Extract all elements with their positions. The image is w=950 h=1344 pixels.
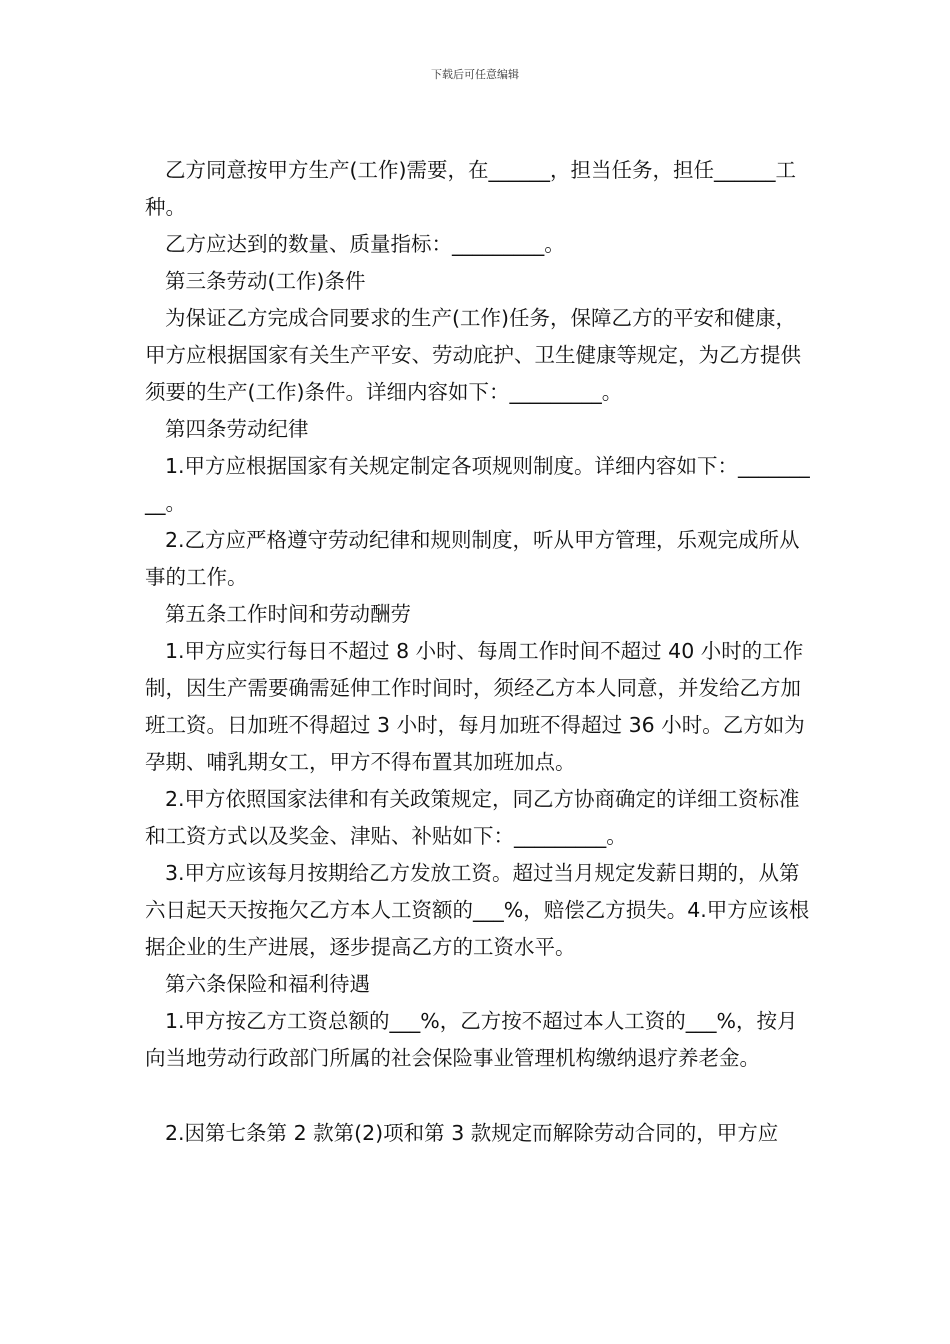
section-heading-article-6: 第六条保险和福利待遇 (165, 972, 370, 996)
paragraph-wage-standard: 2.甲方依照国家法律和有关政策规定，同乙方协商确定的详细工资标准和工资方式以及奖金、津贴、补贴如下：_________。 (145, 787, 800, 848)
blank-line (145, 1077, 810, 1115)
document-body (145, 152, 810, 1152)
paragraph-insurance-2: 2.因第七条第 2 款第(2)项和第 3 款规定而解除劳动合同的，甲方应 (165, 1121, 779, 1145)
paragraph-work-conditions: 为保证乙方完成合同要求的生产(工作)任务，保障乙方的平安和健康，甲方应根据国家有关生产平安、劳动庇护、卫生健康等规定，为乙方提供须要的生产(工作)条件。详细内容如下：_________。 (145, 306, 801, 404)
paragraph-insurance-1: 1.甲方按乙方工资总额的___%，乙方按不超过本人工资的___%，按月向当地劳动行政部门所属的社会保险事业管理机构缴纳退疗养老金。 (145, 1009, 798, 1070)
paragraph-quality-targets: 乙方应达到的数量、质量指标：_________。 (165, 232, 565, 256)
section-heading-article-3: 第三条劳动(工作)条件 (165, 269, 366, 293)
paragraph-work-assignment: 乙方同意按甲方生产(工作)需要，在______，担当任务，担任______工种。 (145, 158, 796, 219)
paragraph-rules-2: 2.乙方应严格遵守劳动纪律和规则制度，听从甲方管理，乐观完成所从事的工作。 (145, 528, 800, 589)
page-header: 下载后可任意编辑 (431, 68, 519, 81)
paragraph-hours: 1.甲方应实行每日不超过 8 小时、每周工作时间不超过 40 小时的工作制，因生产需要确需延伸工作时间时，须经乙方本人同意，并发给乙方加班工资。日加班不得超过 3 小时，每月加班不得超过 36 小时。乙方如为孕期、哺乳期女工，甲方不得布置其加班加点。 (145, 639, 805, 774)
paragraph-wage-payment: 3.甲方应该每月按期给乙方发放工资。超过当月规定发薪日期的，从第六日起天天按拖欠乙方本人工资额的___%，赔偿乙方损失。4.甲方应该根据企业的生产进展，逐步提高乙方的工资水平。 (145, 861, 810, 959)
paragraph-rules-1: 1.甲方应根据国家有关规定制定各项规则制度。详细内容如下：_________。 (145, 454, 810, 515)
section-heading-article-5: 第五条工作时间和劳动酬劳 (165, 602, 411, 626)
section-heading-article-4: 第四条劳动纪律 (165, 417, 309, 441)
